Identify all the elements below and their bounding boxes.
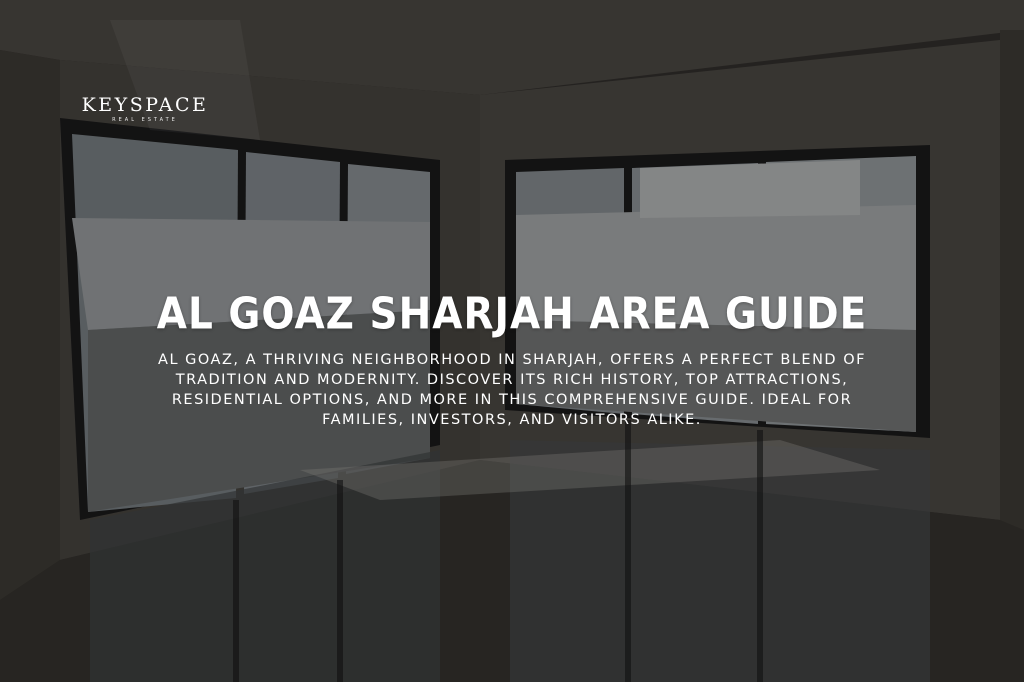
logo-wordmark: KEYSPACE xyxy=(81,94,209,116)
page-title: AL GOAZ SHARJAH AREA GUIDE xyxy=(156,289,868,340)
keyspace-logo[interactable] xyxy=(74,94,216,124)
logo-tagline: REAL ESTATE xyxy=(112,117,178,123)
hero-description: AL GOAZ, A THRIVING NEIGHBORHOOD IN SHARJAH, OFFERS A PERFECT BLEND OF TRADITION AND MODERNITY. DISCOVER ITS RICH HISTORY, TOP ATTRACTIONS, RESIDENTIAL OPTIONS, AND MORE IN THIS COMPREHENSIVE GUIDE. IDEAL FOR FAMILIES, INVESTORS, AND VISITORS ALIKE. xyxy=(158,352,866,428)
